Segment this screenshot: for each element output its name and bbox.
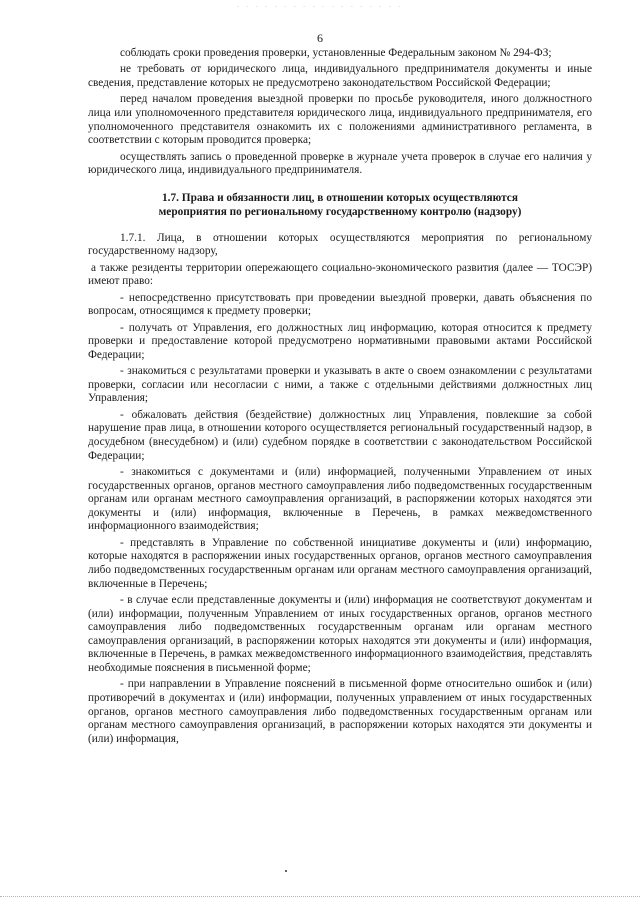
paragraph-obligation-familiarize: перед началом проведения выездной проверки по просьбе руководителя, иного должностного лица или уполномоченного представителя юридического лица, индивидуального предпринимателя, его уполномоченного представителя ознакомить их с положениями административного регламента, в соответствии с которым проводится проверка; [88,93,592,147]
bottom-rule [0,896,640,898]
paragraph-obligation-deadlines: соблюдать сроки проведения проверки, установленные Федеральным законом № 294-ФЗ; [120,47,552,59]
list-item-right-written-explanations: - при направлении в Управление пояснений в письменной форме относительно ошибок и (или) противоречий в документах и (или) информации, полученных управлением от иных государственных органов, органов местного самоуправления либо подведомственных государственным органам или органам местного самоуправления организаций, в распоряжении которых находятся эти документы и (или) информация, [88,678,592,745]
list-item-right-receive-info: - получать от Управления, его должностных лиц информацию, которая относится к предмету проверки и предоставление которой предусмотрено нормативными правовыми актами Российской Федерации; [88,321,592,361]
list-item-right-submit-documents: - представлять в Управление по собственной инициативе документы и (или) информацию, которые находятся в распоряжении иных государственных органов, органов местного самоуправления либо подведомственных государственным органам или органам местного самоуправления организаций, включенные в Перечень; [88,536,592,590]
paragraph-1-7-1: 1.7.1. Лица, в отношении которых осуществляются мероприятия по региональному государственному надзору, [88,231,592,258]
paragraph-tosер-residents: а также резиденты территории опережающего социально-экономического развития (далее — ТОСЭР) имеют право: [88,261,592,288]
paragraph-obligation-journal: осуществлять запись о проведенной проверке в журнале учета проверок в случае его наличия у юридического лица, индивидуального предпринимателя. [88,150,592,177]
list-item-right-attend: - непосредственно присутствовать при проведении выездной проверки, давать объяснения по вопросам, относящимся к предмету проверки; [88,291,592,318]
scan-dot [285,870,287,872]
list-item-right-explanations: - в случае если представленные документы и (или) информация не соответствуют документам и (или) информации, полученным Управлением от иных государственных органов, органов местного самоуправления либо подведомственных государственным органам или органам местного самоуправления организаций, в распоряжении которых находятся эти документы и (или) информация, включенные в Перечень, в рамках межведомственного информационного взаимодействия, представлять необходимые пояснения в письменной форме; [88,593,592,674]
paragraph-obligation-no-extra-docs: не требовать от юридического лица, индивидуального предпринимателя документы и иные сведения, представление которых не предусмотрено законодательством Российской Федерации; [88,63,592,89]
list-item-right-appeal: - обжаловать действия (бездействие) должностных лиц Управления, повлекшие за собой нарушение прав лица, в отношении которого осуществляется региональный государственный надзор, в досудебном (внесудебном) и (или) судебном порядке в соответствии с законодательством Российской Федерации; [88,408,592,462]
page-number: 6 [317,31,323,45]
section-heading-line-2: мероприятия по региональному государственному контролю (надзору) [158,205,522,218]
section-heading-line-1: 1.7. Права и обязанности лиц, в отношении которых осуществляются [162,191,518,204]
document-body [88,47,592,749]
list-item-right-review-results: - знакомиться с результатами проверки и указывать в акте о своем ознакомлении с результатами проверки, согласии или несогласии с ними, а также с отдельными действиями должностных лиц Управления; [88,365,592,405]
scan-top-marks: - - - - - - - - - - - - - - - - - - [236,4,404,10]
list-item-right-review-documents: - знакомиться с документами и (или) информацией, полученными Управлением от иных государственных органов, органов местного самоуправления либо подведомственных государственным органам или органам местного самоуправления организаций, в распоряжении которых находятся эти документы и (или) информация, включенные в Перечень, в рамках межведомственного информационного взаимодействия; [88,466,592,533]
section-heading [88,191,592,219]
